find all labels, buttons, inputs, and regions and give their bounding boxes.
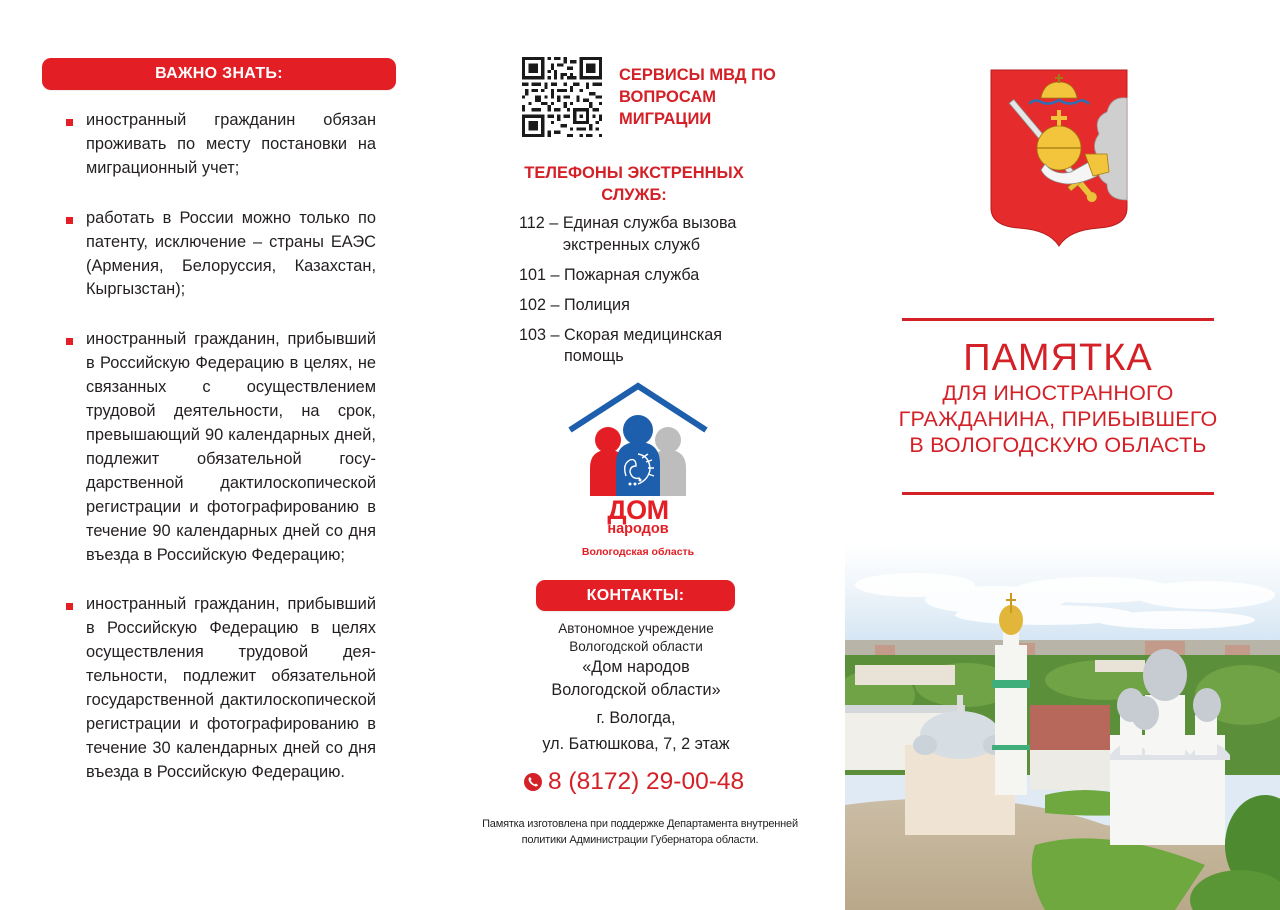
list-item [66,593,376,784]
emergency-phone-item [519,213,779,256]
title-sub-line3: В ВОЛОГОДСКУЮ ОБЛАСТЬ [909,433,1207,457]
emergency-service: Единая служба вызова экстренных служб [562,214,737,254]
right-panel [845,0,1280,910]
list-item-text: иностранный гражданин, прибывший в Российскую Федерацию в целях осуществления трудовой деятельности, подлежит обязательной государственной дактилоскопической регистрации и фотографированию в течение 30 календарных дней со дня въезда в Российскую Федерацию. [86,595,376,781]
title-divider-top [902,318,1214,321]
important-heading: ВАЖНО ЗНАТЬ: [42,58,396,90]
list-item-text: иностранный гражданин обязан проживать по месту постановки на миграционный учет; [86,111,376,177]
emergency-service: Скорая медицинская помощь [564,325,723,365]
square-bullet-icon [66,119,73,126]
dom-narodov-logo [564,380,712,566]
address-city: г. Вологда, [596,709,676,727]
logo-dom-text: ДОМ [607,495,669,525]
footnote-line2: политики Администрации Губернатора области. [521,833,759,846]
emergency-phones-list [519,213,779,376]
mvd-services-title: СЕРВИСЫ МВД ПО ВОПРОСАМ МИГРАЦИИ [619,66,776,128]
footnote [450,817,830,848]
address-street: ул. Батюшкова, 7, 2 этаж [542,734,730,753]
org-type-line1: Автономное учреждение [558,621,714,636]
emergency-phones-title: ТЕЛЕФОНЫ ЭКСТРЕННЫХ СЛУЖБ: [524,164,744,204]
title-main: ПАМЯТКА [963,337,1153,379]
list-item [66,328,376,567]
house-with-people-icon [564,380,712,496]
contacts-block [466,620,806,755]
contact-phone-number[interactable]: 8 (8172) 29-00-48 [548,768,745,795]
list-item-text: иностранный гражданин, прибывший в Российскую Федерацию в целях, не связанных с осуществлением трудовой деятельности, на срок, превышающий 90 календарных дней, подлежит обязательной государственной дактилоскопической регистрации и фотографированию в течение 90 календарных дней со дня въезда в Российскую Федерацию; [86,330,376,564]
square-bullet-icon [66,217,73,224]
coat-of-arms-icon [989,68,1129,248]
emergency-phone-item [519,265,779,287]
contacts-heading: КОНТАКТЫ: [536,580,735,611]
middle-panel [426,0,853,910]
org-type-line2: Вологодской области [569,638,703,654]
emergency-number[interactable]: 102 – [519,295,565,314]
title-sub-line1: ДЛЯ ИНОСТРАННОГО [942,381,1174,405]
emergency-number[interactable]: 112 – [519,214,563,232]
qr-code-icon[interactable] [522,57,602,137]
footnote-line1: Памятка изготовлена при поддержке Департамента внутренней [482,818,798,830]
title-divider-bottom [902,492,1214,495]
emergency-service: Полиция [564,295,630,314]
org-name-line2: Вологодской области» [551,680,721,699]
vologda-kremlin-photo [845,545,1280,910]
list-item-text: работать в России можно только по патенту, исключение – страны ЕАЭС (Армения, Белоруссия, Казахстан, Кыргызстан); [86,208,376,299]
emergency-phone-item [519,295,779,317]
phone-icon [524,773,542,791]
square-bullet-icon [66,338,73,345]
square-bullet-icon [66,603,73,610]
org-name-line1: «Дом народов [582,658,690,676]
emergency-phone-item [519,325,779,368]
brochure-title [875,336,1241,458]
emergency-number[interactable]: 103 – [519,325,565,344]
logo-region-text: Вологодская область [581,546,695,558]
important-list [66,109,376,811]
emergency-number[interactable]: 101 – [519,265,565,284]
title-sub-line2: ГРАЖДАНИНА, ПРИБЫВШЕГО [898,407,1218,431]
contact-phone[interactable] [524,765,764,799]
list-item [66,207,376,303]
left-panel [0,0,425,910]
emergency-service: Пожарная служба [564,265,700,284]
logo-narodov-text: народов [607,521,669,537]
list-item [66,109,376,181]
